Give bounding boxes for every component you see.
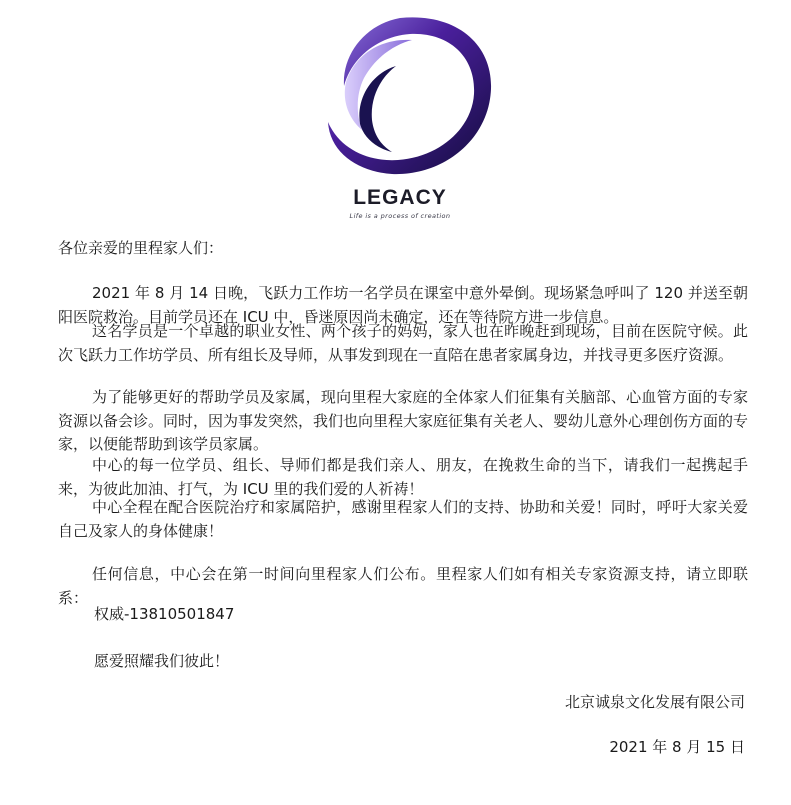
letter-closing: 愿爱照耀我们彼此！ [94,652,230,670]
paragraph-incident: 2021 年 8 月 14 日晚，飞跃力工作坊一名学员在课室中意外晕倒。现场紧急呼叫了 120 并送至朝阳医院救治。目前学员还在 ICU 中，昏迷原因尚未确定，还在等待院方进一步信息。 [58,284,748,326]
paragraph-student: 这名学员是一个卓越的职业女性、两个孩子的妈妈，家人也在昨晚赶到现场，目前在医院守候。此次飞跃力工作坊学员、所有组长及导师，从事发到现在一直陪在患者家属身边，并找寻更多医疗资源。 [58,322,748,364]
paragraph-support: 中心的每一位学员、组长、导师们都是我们亲人、朋友，在挽救生命的当下，请我们一起携起手来，为彼此加油、打气，为 ICU 里的我们爱的人祈祷！ [58,456,748,498]
legacy-logo [300,4,500,228]
paragraph-thanks: 中心全程在配合医院治疗和家属陪护，感谢里程家人们的支持、协助和关爱！同时，呼吁大家关爱自己及家人的身体健康！ [58,498,748,540]
paragraph-updates: 任何信息，中心会在第一时间向里程家人们公布。里程家人们如有相关专家资源支持，请立即联系： [58,565,748,607]
letter-salutation: 各位亲爱的里程家人们： [58,239,224,257]
paragraph-request: 为了能够更好的帮助学员及家属，现向里程大家庭的全体家人们征集有关脑部、心血管方面的专家资源以备会诊。同时，因为事发突然，我们也向里程大家庭征集有关老人、婴幼儿意外心理创伤方面的专家，以便能帮助到该学员家属。 [58,388,749,453]
signature-date: 2021 年 8 月 15 日 [609,738,745,756]
signature-organization: 北京诚泉文化发展有限公司 [564,693,745,711]
contact-info: 权威-13810501847 [94,605,235,623]
logo-tagline: Life is a process of creation [349,212,451,220]
logo-wordmark: LEGACY [353,186,447,209]
